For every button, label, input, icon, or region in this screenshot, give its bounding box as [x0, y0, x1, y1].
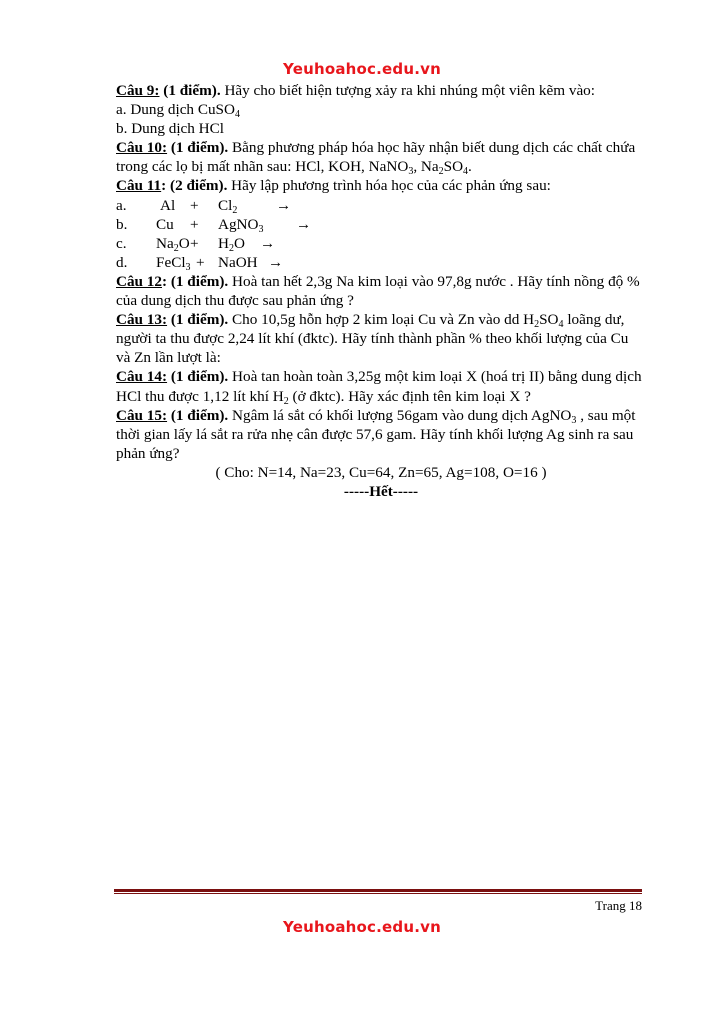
arrow-icon: → [296, 215, 312, 233]
q11-equation-b: b. Cu + AgNO$_3$ → [116, 215, 646, 234]
q14-points: (1 điểm). [167, 368, 229, 386]
header-site-name: Yeuhoahoc.edu.vn [283, 60, 441, 78]
q15-number: Câu 15: [116, 406, 168, 424]
q11-equation-c: c. $Na_2O$ + $H_2O$ → [116, 234, 646, 253]
q12-number: Câu 12 [116, 272, 162, 290]
q9-option-a: a. Dung dịch CuSO$_4$ [116, 101, 240, 121]
footer-divider [114, 889, 642, 892]
q11-number: Câu 11 [116, 177, 162, 195]
exam-content [116, 81, 646, 501]
arrow-icon: → [260, 234, 276, 252]
q14-number: Câu 14: [116, 368, 168, 386]
arrow-icon: → [276, 196, 292, 214]
q12-points: : (1 điểm). [162, 272, 229, 290]
q11-header [116, 176, 646, 195]
footer-divider-thin [114, 893, 642, 894]
q10-points: (1 điểm). [167, 139, 229, 157]
q11-equation-a: a. Al + $Cl_2$ → [116, 196, 646, 215]
q13-number: Câu 13: [116, 311, 168, 329]
page-number: Trang 18 [595, 898, 642, 913]
q12-text: Hoà tan hết 2,3g Na kim loại vào 97,8g nước . Hãy tính nồng độ % của dung dịch thu được sau phản ứng ? [116, 272, 640, 310]
end-mark: -----Hết----- [343, 482, 419, 500]
q13-points: (1 điểm). [167, 311, 229, 329]
q10-text: Bằng phương pháp hóa học hãy nhận biết dung dịch các chất chứa trong các lọ bị mất nhãn sau: HCl, KOH, NaNO [116, 139, 636, 176]
q14-paragraph: Câu 14: (1 điểm). Hoà tan hoàn toàn 3,25g một kim loại X (hoá trị II) bằng dung dịch HCl thu được 1,12 lít khí $H_2$ (ở đktc). Hãy xác định tên kim loại X ? [116, 368, 642, 407]
given-atomic-masses: ( Cho: N=14, Na=23, Cu=64, Zn=65, Ag=108, O=16 ) [215, 463, 547, 481]
q9-text: Hãy cho biết hiện tượng xảy ra khi nhúng một viên kẽm vào: [220, 82, 595, 99]
footer-site-name: Yeuhoahoc.edu.vn [283, 918, 441, 936]
q10-number: Câu 10: [116, 139, 168, 157]
q9-header [116, 81, 646, 100]
q12-paragraph [116, 272, 646, 310]
q15-paragraph: Câu 15: (1 điểm). Ngâm lá sắt có khối lượng 56gam vào dung dịch AgNO$_3$ , sau một thời gian lấy lá sắt ra rửa nhẹ cân được 57,6 gam. Hãy tính khối lượng Ag sinh ra sau phản ứng? [116, 406, 636, 462]
q11-text: Hãy lập phương trình hóa học của các phản ứng sau: [227, 177, 551, 195]
q9-number: Câu 9: [116, 82, 160, 99]
q9-points: (1 điểm). [159, 82, 221, 99]
q11-points: : (2 điểm). [161, 177, 228, 195]
q11-equation-d: d. FeCl$_3$ + NaOH → [116, 253, 646, 272]
q15-points: (1 điểm). [167, 406, 229, 424]
q9-option-b: b. Dung dịch HCl [116, 120, 224, 138]
q13-paragraph: Câu 13: (1 điểm). Cho 10,5g hỗn hợp 2 kim loại Cu và Zn vào dd $H_2SO_4$ loãng dư, người ta thu được 2,24 lít khí (đktc). Hãy tính thành phần % theo khối lượng của Cu và Zn lần lượt là: [116, 311, 629, 367]
arrow-icon: → [268, 253, 284, 271]
q10-paragraph: Câu 10: (1 điểm). Bằng phương pháp hóa học hãy nhận biết dung dịch các chất chứa trong các lọ bị mất nhãn sau: HCl, KOH, NaNO$_3$, $Na_2SO_4$. [116, 139, 636, 178]
